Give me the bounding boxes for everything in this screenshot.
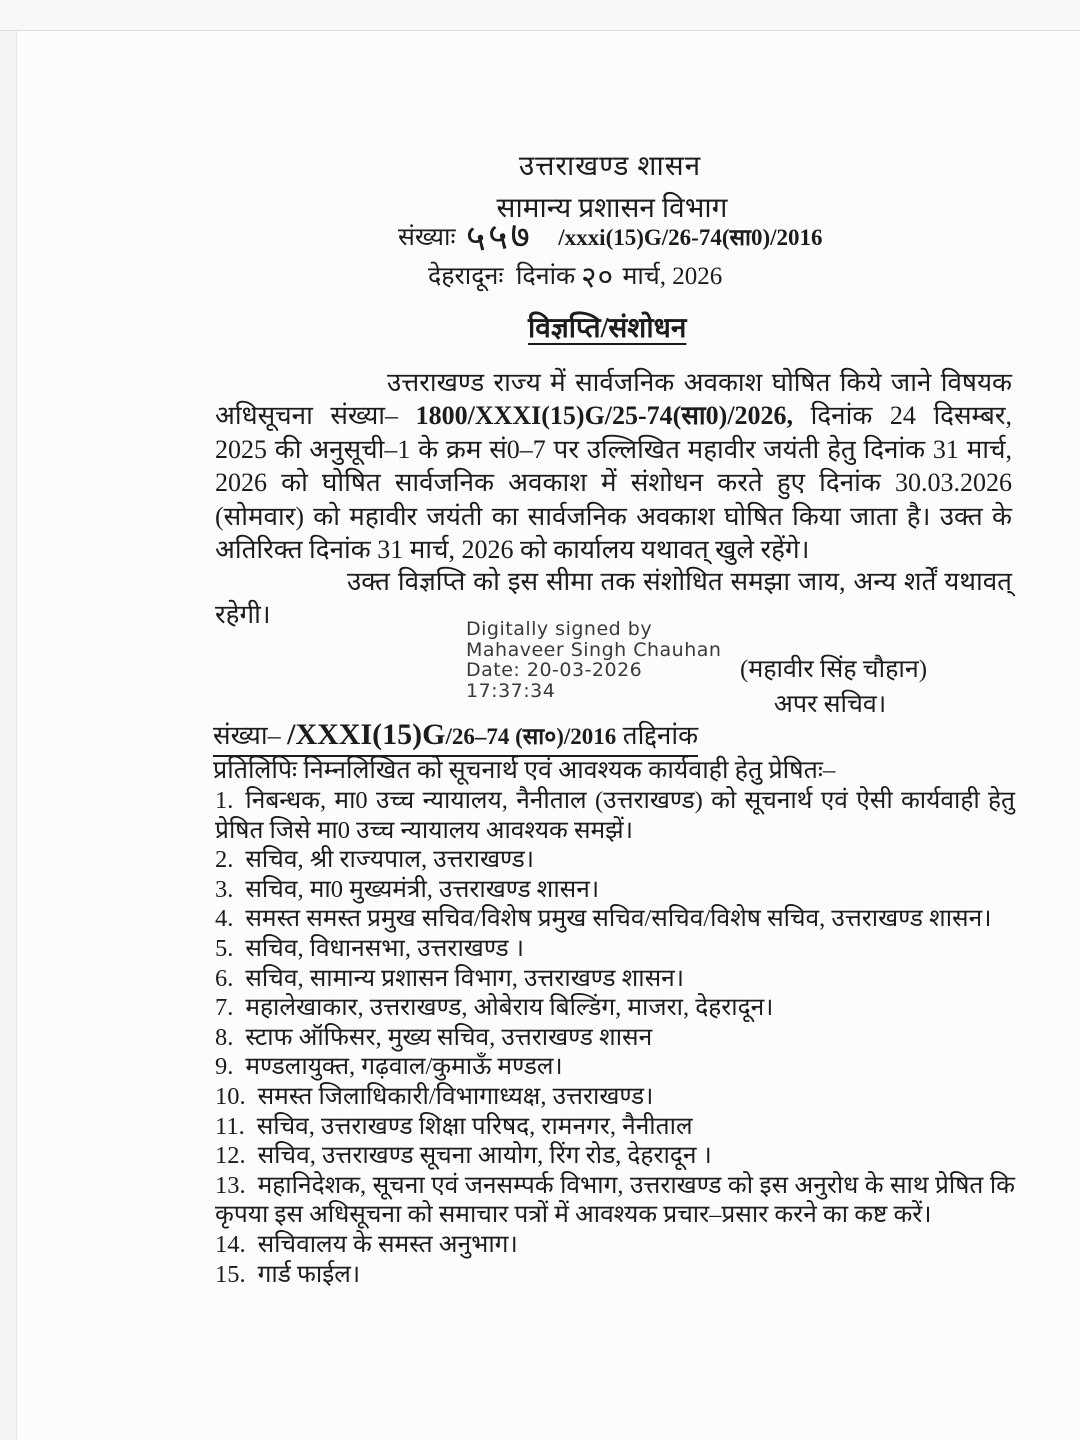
list-item-number: 11. (215, 1112, 245, 1140)
list-item (215, 845, 1015, 875)
list-item-number: 12. (215, 1142, 246, 1170)
body-paragraph-1 (215, 366, 1012, 566)
ref-bold-part: /XXXI(15)G (287, 718, 446, 751)
list-item-text: गार्ड फाईल। (257, 1260, 361, 1288)
list-item (215, 904, 1015, 934)
document-title: विज्ञप्ति/संशोधन (528, 313, 687, 344)
department-name: सामान्य प्रशासन विभाग (496, 193, 728, 224)
letter-number-line (398, 212, 823, 261)
paper-top-edge (0, 30, 1080, 31)
list-item-text: सचिव, सामान्य प्रशासन विभाग, उत्तराखण्ड शासन। (245, 964, 685, 992)
list-item-number: 7. (215, 994, 234, 1022)
list-item (215, 875, 1015, 905)
list-item-number: 4. (215, 905, 234, 933)
date-rest: मार्च, 2026 (622, 263, 723, 290)
ref-suffix: तद्दिनांक (616, 721, 699, 750)
place-date-line (428, 258, 723, 296)
signatory-name: (महावीर सिंह चौहान) (740, 656, 928, 683)
list-item-text: निबन्धक, मा0 उच्च न्यायालय, नैनीताल (उत्तराखण्ड) को सूचनार्थ एवं ऐसी कार्यवाही हेतु प्रेषित जिसे मा0 उच्च न्यायालय आवश्यक समझें। (215, 787, 1015, 844)
para1-text-after: दिनांक 24 दिसम्बर, 2025 की अनुसूची–1 के क्रम सं0–7 पर उल्लिखित महावीर जयंती हेतु दिनांक 31 मार्च, 2026 को घोषित सार्वजनिक अवकाश में संशोधन करते हुए दिनांक 30.03.2026 (सोमवार) को महावीर जयंती का सार्वजनिक अवकाश घोषित किया जाता है। उक्त के अतिरिक्त दिनांक 31 मार्च, 2026 को कार्यालय यथावत् खुले रहेंगे। (215, 401, 1012, 565)
list-item (215, 934, 1015, 964)
date-label: दिनांक (515, 263, 576, 290)
place-label: देहरादूनः (428, 263, 504, 290)
list-item-number: 5. (215, 934, 234, 962)
list-item-number: 9. (215, 1053, 234, 1081)
list-item (215, 1260, 1015, 1290)
list-item (215, 1112, 1015, 1142)
list-item-number: 3. (215, 875, 234, 903)
handwritten-letter-number: ५५७ (464, 212, 534, 261)
list-item-text: सचिव, मा0 मुख्यमंत्री, उत्तराखण्ड शासन। (245, 875, 600, 903)
list-item-text: सचिव, उत्तराखण्ड सूचना आयोग, रिंग रोड, देहरादून । (257, 1142, 712, 1170)
list-item (215, 1230, 1015, 1260)
copy-forwarding-line: प्रतिलिपिः निम्नलिखित को सूचनार्थ एवं आवश्यक कार्यवाही हेतु प्रेषितः– (213, 757, 836, 784)
scan-background-strip (0, 0, 1080, 30)
number-label: संख्याः (398, 224, 456, 251)
distribution-list (215, 786, 1015, 1289)
list-item-text: स्टाफ ऑफिसर, मुख्य सचिव, उत्तराखण्ड शासन (245, 1023, 653, 1051)
handwritten-date: २० (580, 259, 616, 296)
list-item-number: 15. (215, 1260, 246, 1288)
para1-text-before: उत्तराखण्ड राज्य में सार्वजनिक अवकाश घोषित किये जाने विषयक अधिसूचना संख्या– (215, 368, 1012, 431)
body-paragraph-2: उक्त विज्ञप्ति को इस सीमा तक संशोधित समझा जाय, अन्य शर्तें यथावत् रहेगी। (215, 567, 1012, 630)
copy-reference-line (213, 716, 698, 757)
digital-signature-line1: Digitally signed by (466, 618, 653, 640)
list-item (215, 1082, 1015, 1112)
list-item (215, 993, 1015, 1023)
list-item-number: 6. (215, 964, 234, 992)
list-item-text: समस्त जिलाधिकारी/विभागाध्यक्ष, उत्तराखण्ड। (257, 1082, 654, 1110)
digital-signature-line3: Date: 20-03-2026 (466, 659, 643, 681)
list-item (215, 1141, 1015, 1171)
list-item-text: सचिवालय के समस्त अनुभाग। (257, 1230, 518, 1258)
list-item-text: महालेखाकार, उत्तराखण्ड, ओबेराय बिल्डिंग, माजरा, देहरादून। (245, 994, 774, 1022)
para1-notification-reference: 1800/XXXI(15)G/25-74(सा0)/2026, (415, 401, 794, 431)
list-item (215, 964, 1015, 994)
list-item-number: 8. (215, 1023, 234, 1051)
list-item (215, 1171, 1015, 1230)
list-item (215, 1023, 1015, 1053)
letter-number-reference: /xxxi(15)G/26-74(सा0)/2016 (558, 225, 823, 250)
ref-prefix: संख्या– (213, 721, 288, 750)
paper-left-edge (16, 30, 17, 1440)
list-item (215, 1052, 1015, 1082)
list-item-number: 1. (215, 787, 234, 814)
list-item-number: 10. (215, 1082, 246, 1110)
org-name: उत्तराखण्ड शासन (518, 151, 702, 182)
digital-signature-line4: 17:37:34 (466, 679, 556, 702)
list-item-text: समस्त समस्त प्रमुख सचिव/विशेष प्रमुख सचिव/सचिव/विशेष सचिव, उत्तराखण्ड शासन। (245, 905, 992, 933)
digital-signature-block (466, 619, 721, 701)
list-item-text: मण्डलायुक्त, गढ़वाल/कुमाऊँ मण्डल। (245, 1053, 563, 1081)
list-item (215, 786, 1015, 845)
list-item-number: 13. (215, 1171, 246, 1199)
list-item-text: सचिव, श्री राज्यपाल, उत्तराखण्ड। (245, 846, 535, 874)
list-item-text: सचिव, उत्तराखण्ड शिक्षा परिषद, रामनगर, नैनीताल (256, 1112, 693, 1140)
signatory-designation: अपर सचिव। (773, 691, 887, 718)
ref-mid-part: /26–74 (सा०)/2016 (445, 724, 617, 749)
list-item-number: 14. (215, 1230, 246, 1258)
list-item-text: महानिदेशक, सूचना एवं जनसम्पर्क विभाग, उत्तराखण्ड को इस अनुरोध के साथ प्रेषित कि कृपया इस अधिसूचना को समाचार पत्रों में आवश्यक प्रचार–प्रसार करने का कष्ट करें। (215, 1171, 1015, 1229)
digital-signature-line2: Mahaveer Singh Chauhan (466, 638, 722, 661)
list-item-number: 2. (215, 846, 234, 874)
list-item-text: सचिव, विधानसभा, उत्तराखण्ड । (245, 934, 524, 962)
